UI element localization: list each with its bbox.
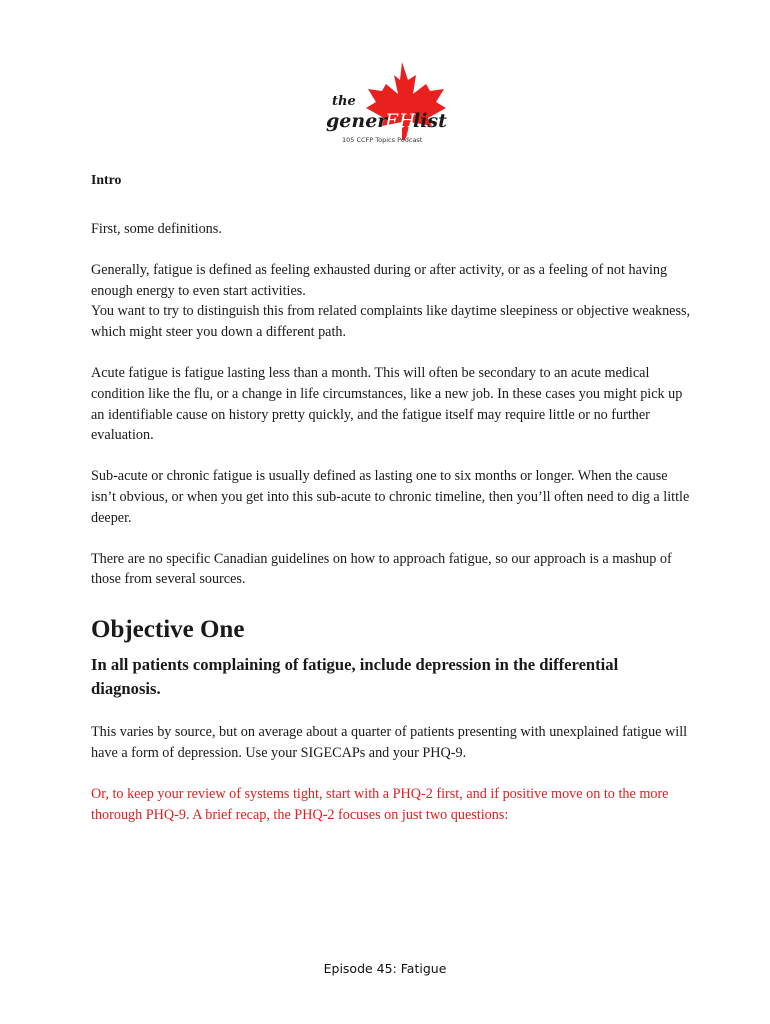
paragraph-guidelines: There are no specific Canadian guidelines on how to approach fatigue, so our approach is a mashup of those from several sources.: [91, 550, 672, 588]
document-body: [91, 170, 691, 825]
objective-title: Objective One: [91, 616, 245, 644]
logo-word-list: list: [413, 110, 447, 132]
page-footer: Episode 45: Fatigue: [323, 961, 447, 976]
podcast-logo: [322, 58, 454, 150]
logo-word-eh: EH: [385, 110, 416, 132]
paragraph-distinguish: You want to try to distinguish this from related complaints like daytime sleepiness or objective weakness, which might steer you down a different path.: [91, 303, 691, 341]
logo-tagline: 105 CCFP Topics Podcast: [342, 136, 423, 144]
objective-subtitle: In all patients complaining of fatigue, include depression in the differential diagnosis.: [91, 655, 619, 699]
intro-heading: Intro: [91, 172, 122, 187]
logo-word-the: the: [332, 94, 356, 109]
paragraph-depression-prevalence: This varies by source, but on average about a quarter of patients presenting with unexplained fatigue will have a form of depression. Use your SIGECAPs and your PHQ-9.: [91, 724, 688, 761]
logo-word-gener: gener: [326, 110, 388, 132]
maple-leaf-logo-graphic: [322, 58, 454, 150]
paragraph-definitions: First, some definitions.: [91, 221, 222, 237]
paragraph-chronic-fatigue: Sub-acute or chronic fatigue is usually defined as lasting one to six months or longer. When the cause isn’t obvious, or when you get into this sub-acute to chronic timeline, then you’ll often need to dig a little deeper.: [91, 468, 690, 526]
paragraph-fatigue-definition: Generally, fatigue is defined as feeling exhausted during or after activity, or as a feeling of not having enough energy to even start activities.: [91, 261, 668, 299]
paragraph-acute-fatigue: Acute fatigue is fatigue lasting less than a month. This will often be secondary to an acute medical condition like the flu, or a change in life circumstances, like a new job. In these cases you might pick up an identifiable cause on history pretty quickly, and the fatigue itself may require little or no further evaluation.: [91, 364, 683, 444]
paragraph-phq2-red: Or, to keep your review of systems tight, start with a PHQ-2 first, and if positive move on to the more thorough PHQ-9. A brief recap, the PHQ-2 focuses on just two questions:: [91, 785, 669, 823]
